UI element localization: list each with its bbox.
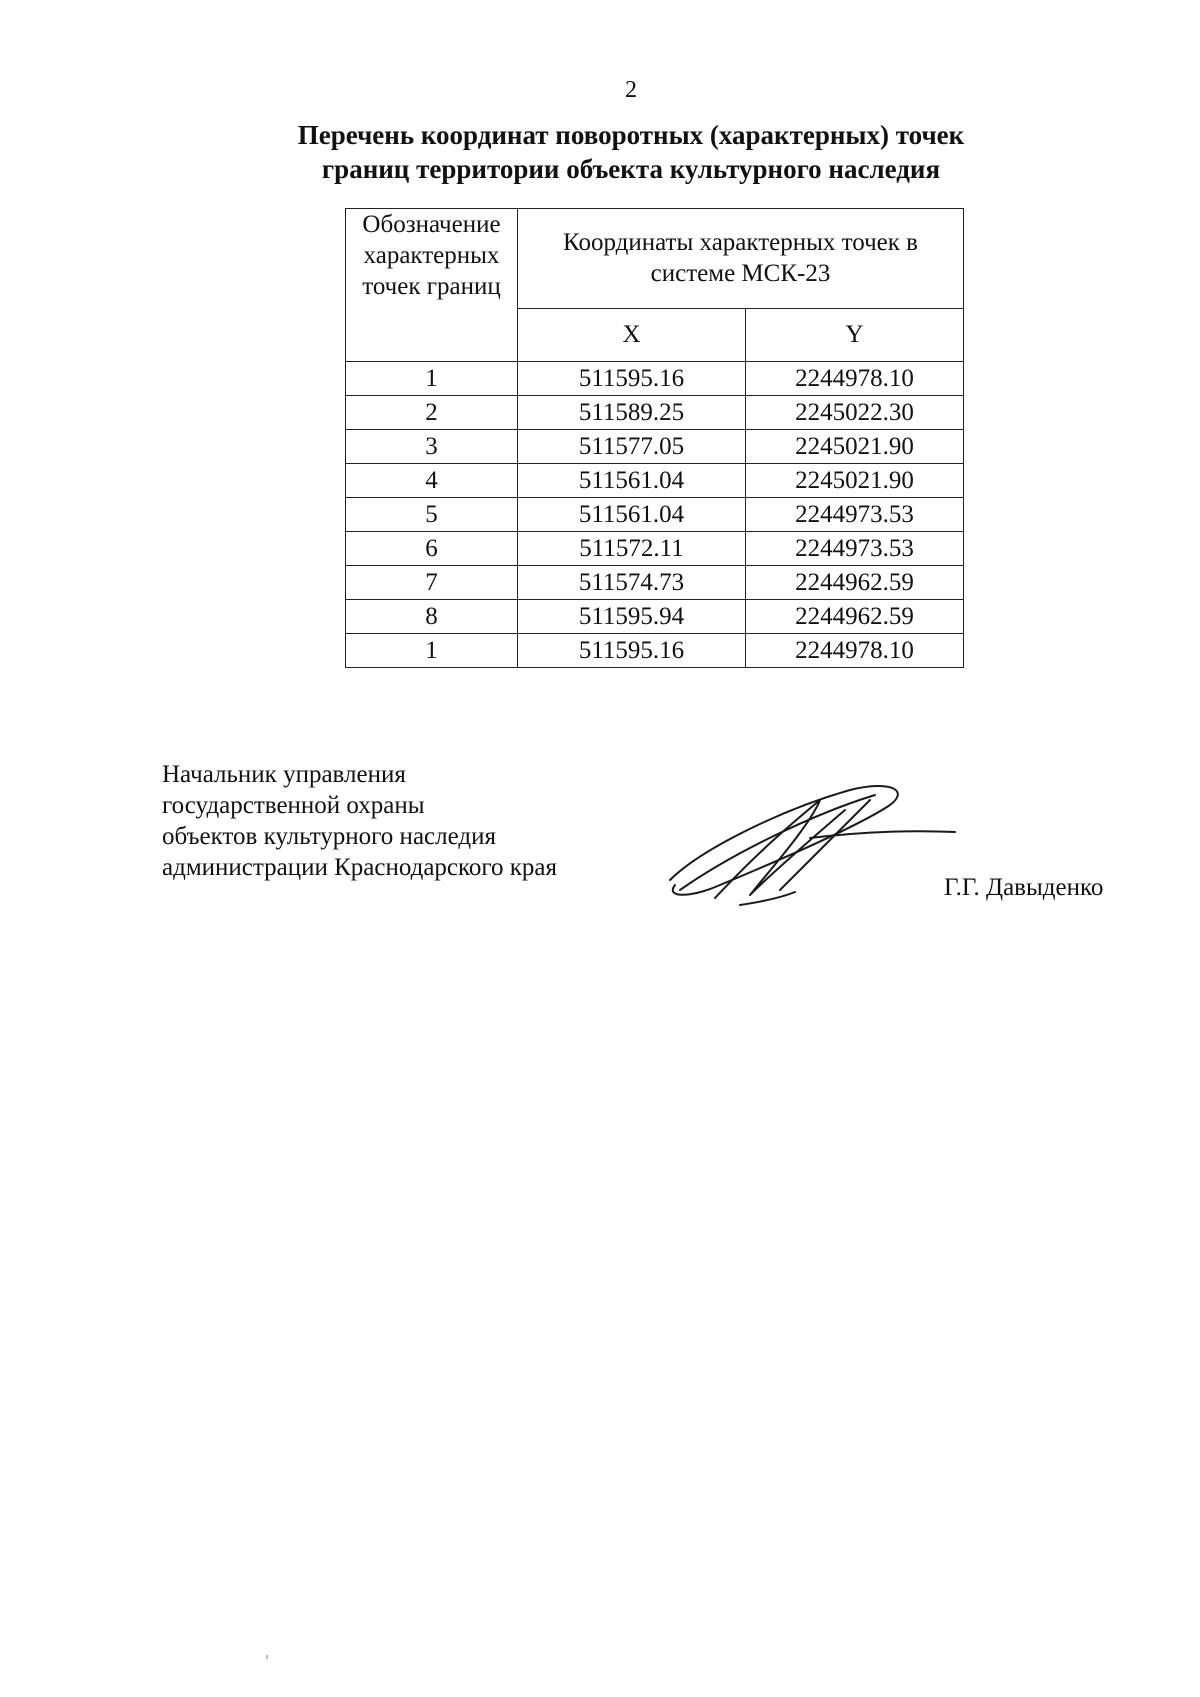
table-row <box>346 634 964 668</box>
scan-speck <box>266 1655 268 1659</box>
point-id-cell: 3 <box>346 430 518 464</box>
table-body <box>346 362 964 668</box>
y-coordinate-cell: 2244973.53 <box>746 532 964 566</box>
header-coordinates-line: системе МСК-23 <box>650 260 831 288</box>
signatory-position-line: государственной охраны <box>162 792 425 819</box>
x-coordinate-cell: 511574.73 <box>518 566 746 600</box>
header-point-line: точек границ <box>362 273 501 300</box>
y-coordinate-cell: 2244962.59 <box>746 600 964 634</box>
point-id-cell: 6 <box>346 532 518 566</box>
header-y: Y <box>746 308 964 361</box>
y-coordinate-cell: 2244978.10 <box>746 634 964 668</box>
coordinates-table <box>345 208 964 668</box>
table-row <box>346 464 964 498</box>
document-title-line-1: Перечень координат поворотных (характерных) точек <box>297 120 965 150</box>
table-row <box>346 396 964 430</box>
point-id-cell: 1 <box>346 362 518 396</box>
x-coordinate-cell: 511577.05 <box>518 430 746 464</box>
x-coordinate-cell: 511561.04 <box>518 464 746 498</box>
table-row <box>346 430 964 464</box>
x-coordinate-cell: 511561.04 <box>518 498 746 532</box>
y-coordinate-cell: 2245021.90 <box>746 430 964 464</box>
y-coordinate-cell: 2245021.90 <box>746 464 964 498</box>
point-id-cell: 1 <box>346 634 518 668</box>
signatory-position-line: Начальник управления <box>162 761 406 788</box>
x-coordinate-cell: 511595.94 <box>518 600 746 634</box>
table-row <box>346 566 964 600</box>
signatory-position-line: объектов культурного наследия <box>162 823 496 850</box>
document-title-line-2: границ территории объекта культурного наследия <box>321 154 941 184</box>
point-id-cell: 5 <box>346 498 518 532</box>
y-coordinate-cell: 2245022.30 <box>746 396 964 430</box>
point-id-cell: 8 <box>346 600 518 634</box>
x-coordinate-cell: 511595.16 <box>518 362 746 396</box>
table-row <box>346 498 964 532</box>
x-coordinate-cell: 511572.11 <box>518 532 746 566</box>
header-x: X <box>518 308 746 361</box>
table-row <box>346 600 964 634</box>
document-title <box>0 118 1200 186</box>
handwritten-signature <box>660 780 960 910</box>
y-coordinate-cell: 2244978.10 <box>746 362 964 396</box>
header-point-line: характерных <box>363 242 500 269</box>
point-id-cell: 7 <box>346 566 518 600</box>
page-number: 2 <box>625 77 637 103</box>
x-coordinate-cell: 511595.16 <box>518 634 746 668</box>
signatory-name: Г.Г. Давыденко <box>944 874 1104 901</box>
x-coordinate-cell: 511589.25 <box>518 396 746 430</box>
table-header-row <box>346 209 964 309</box>
table-row <box>346 362 964 396</box>
y-coordinate-cell: 2244973.53 <box>746 498 964 532</box>
header-point-designation <box>346 209 518 362</box>
y-coordinate-cell: 2244962.59 <box>746 566 964 600</box>
signatory-position-line: администрации Краснодарского края <box>162 854 558 881</box>
table-row <box>346 532 964 566</box>
header-coordinates-line: Координаты характерных точек в <box>563 229 918 257</box>
header-point-line: Обозначение <box>362 211 501 238</box>
point-id-cell: 4 <box>346 464 518 498</box>
signatory-position <box>162 759 557 883</box>
point-id-cell: 2 <box>346 396 518 430</box>
header-coordinates <box>518 209 964 309</box>
